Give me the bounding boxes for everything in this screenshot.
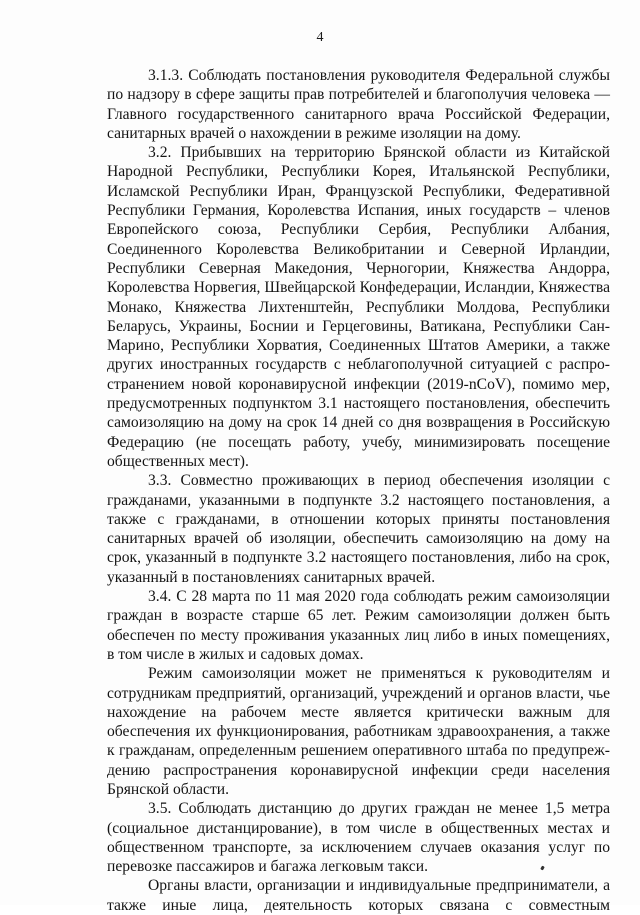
paragraph-3-3: 3.3. Совместно проживающих в период обеспечения изоляции с гражданами, указанными в подпункте 3.2 настоящего постановления, а также с гражданами, в отношении которых приняты постановления санитарных врачей об изоляции, обеспечить самоизоляцию на дому на срок, указанный в подпункте 3.2 настоящего постановления, либо на срок, указанный в постановлениях санитарных врачей. <box>107 472 610 586</box>
paragraph-3-5: 3.5. Соблюдать дистанцию до других граждан не менее 1,5 метра (социальное дистанцирование), в том числе в общественных местах и общественном транспорте, за исключением случаев оказания услуг по перевозке пассажиров и багажа легковым такси. <box>107 800 610 876</box>
paragraph-3-2: 3.2. Прибывших на территорию Брянской области из Китайской Народной Республики, Республики Корея, Итальянской Республики, Исламской Республики Иран, Французской Республики, Федеративной Республики Германия, Королевства Испания, иных государств – членов Европейского союза, Республики Сербия, Республики Албания, Соединенного Королевства Великобритании и Северной Ирландии, Республики Северная Македония, Черногории, Княжества Андорра, Королевства Норвегия, Швейцарской Конфедерации, Исландии, Княжества Монако, Княжества Лихтенштейн, Республики Молдова, Республики Беларусь, Украины, Боснии и Герцеговины, Ватикана, Республики Сан-Марино, Республики Хорватия, Соединенных Штатов Америки, а также других иностранных государств с неблагополучной ситуацией с распространением новой коронавирусной инфекции (2019-nCoV), помимо мер, предусмотренных подпунктом 3.1 настоящего постановления, обеспечить самоизоляцию на дому на срок 14 дней со дня возвращения в Российскую Федерацию (не посещать работу, учебу, минимизировать посещение общественных мест). <box>107 144 610 470</box>
paragraph-3-4: 3.4. С 28 марта по 11 мая 2020 года соблюдать режим самоизоляции граждан в возрасте старше 65 лет. Режим самоизоляции должен быть обеспечен по месту проживания указанных лиц либо в иных помещениях, в том числе в жилых и садовых домах. <box>107 588 610 663</box>
page-number: 4 <box>316 30 324 45</box>
paragraph-self-isolation-exceptions: Режим самоизоляции может не применяться к руководителям и сотрудникам предприятий, организаций, учреждений и органов власти, чье нахождение на рабочем месте является критически важным для обеспечения их функционирования, работникам здравоохранения, а также к гражданам, определенным решением оперативного штаба по предупреждению распространения коронавирусной инфекции среди населения Брянской области. <box>107 665 610 798</box>
paragraph-authorities: Органы власти, организации и индивидуальные предприниматели, а также иные лица, деятельность которых связана с совместным <box>107 877 610 914</box>
paragraph-3-1-3: 3.1.3. Соблюдать постановления руководителя Федеральной службы по надзору в сфере защиты прав потребителей и благополучия человека — Главного государственного санитарного врача Российской Федерации, санитарных врачей о нахождении в режиме изоляции на дому. <box>107 67 610 142</box>
document-body <box>107 66 610 915</box>
